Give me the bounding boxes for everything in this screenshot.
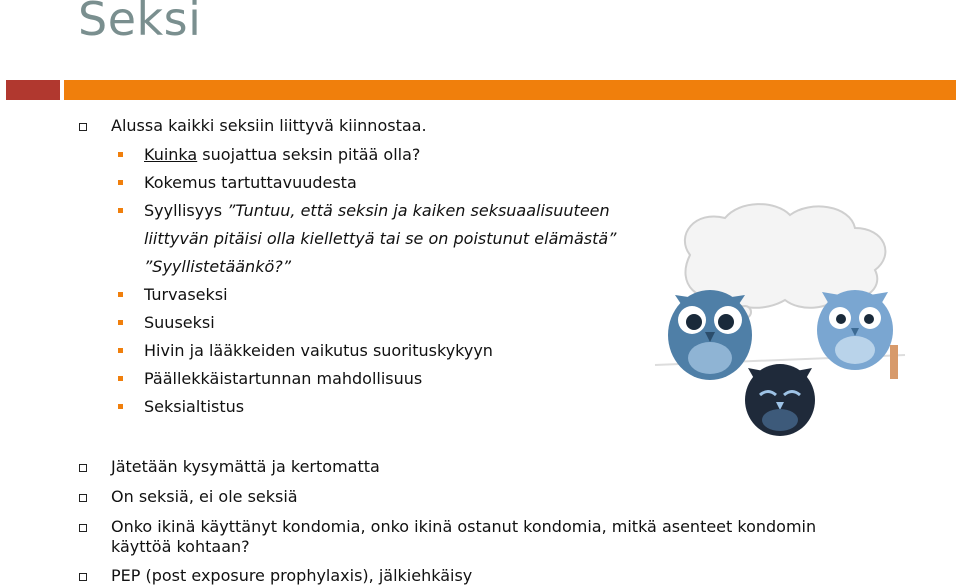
sub-bullet-text-cont: liittyvän pitäisi olla kiellettyä tai se on poistunut elämästä”: [144, 229, 617, 248]
accent-bar-orange: [64, 80, 956, 100]
bullet-text: On seksiä, ei ole seksiä: [111, 487, 298, 506]
sub-bullet-text: Seksialtistus: [144, 397, 245, 416]
owls-speech-bubble-illustration: [650, 200, 910, 440]
sub-bullet-icon: [118, 404, 123, 409]
blue-owl-left-icon: [668, 290, 752, 380]
square-bullet-icon: [79, 573, 87, 581]
square-bullet-icon: [79, 524, 87, 532]
sub-bullet-text: Kokemus tartuttavuudesta: [144, 173, 357, 192]
sub-bullet-icon: [118, 208, 123, 213]
bullet-text-cont: käyttöä kohtaan?: [111, 537, 250, 556]
square-bullet-icon: [79, 494, 87, 502]
sub-bullet-icon: [118, 320, 123, 325]
sub-bullet-icon: [118, 152, 123, 157]
sub-bullet-text: Turvaseksi: [144, 285, 228, 304]
sub-bullet-text: Syyllisyys ”Tuntuu, että seksin ja kaiken seksuaalisuuteen: [144, 201, 610, 220]
sub-bullet-text-cont: ”Syyllistetäänkö?”: [144, 257, 292, 276]
sub-bullet-text: Hivin ja lääkkeiden vaikutus suorituskykyyn: [144, 341, 493, 360]
link-kuinka[interactable]: Kuinka: [144, 145, 198, 164]
light-blue-owl-right-icon: [817, 290, 893, 370]
square-bullet-icon: [79, 123, 87, 131]
bullet-text: PEP (post exposure prophylaxis), jälkiehkäisy: [111, 566, 473, 585]
square-bullet-icon: [79, 464, 87, 472]
accent-bar-red: [6, 80, 60, 100]
slide-title: Seksi: [78, 0, 202, 46]
clothespin-icon: [890, 345, 898, 379]
sub-bullet-text: Suuseksi: [144, 313, 215, 332]
bullet-text: Alussa kaikki seksiin liittyvä kiinnostaa.: [111, 116, 427, 135]
bullet-text: Jätetään kysymättä ja kertomatta: [111, 457, 380, 476]
sub-bullet-text: Kuinka suojattua seksin pitää olla?: [144, 145, 421, 164]
bullet-text: Onko ikinä käyttänyt kondomia, onko ikinä ostanut kondomia, mitkä asenteet kondomin: [111, 517, 817, 536]
sub-bullet-icon: [118, 348, 123, 353]
sub-bullet-icon: [118, 376, 123, 381]
dark-owl-bottom-icon: [745, 364, 815, 436]
sub-bullet-icon: [118, 180, 123, 185]
sub-bullet-icon: [118, 292, 123, 297]
sub-bullet-text: Päällekkäistartunnan mahdollisuus: [144, 369, 423, 388]
